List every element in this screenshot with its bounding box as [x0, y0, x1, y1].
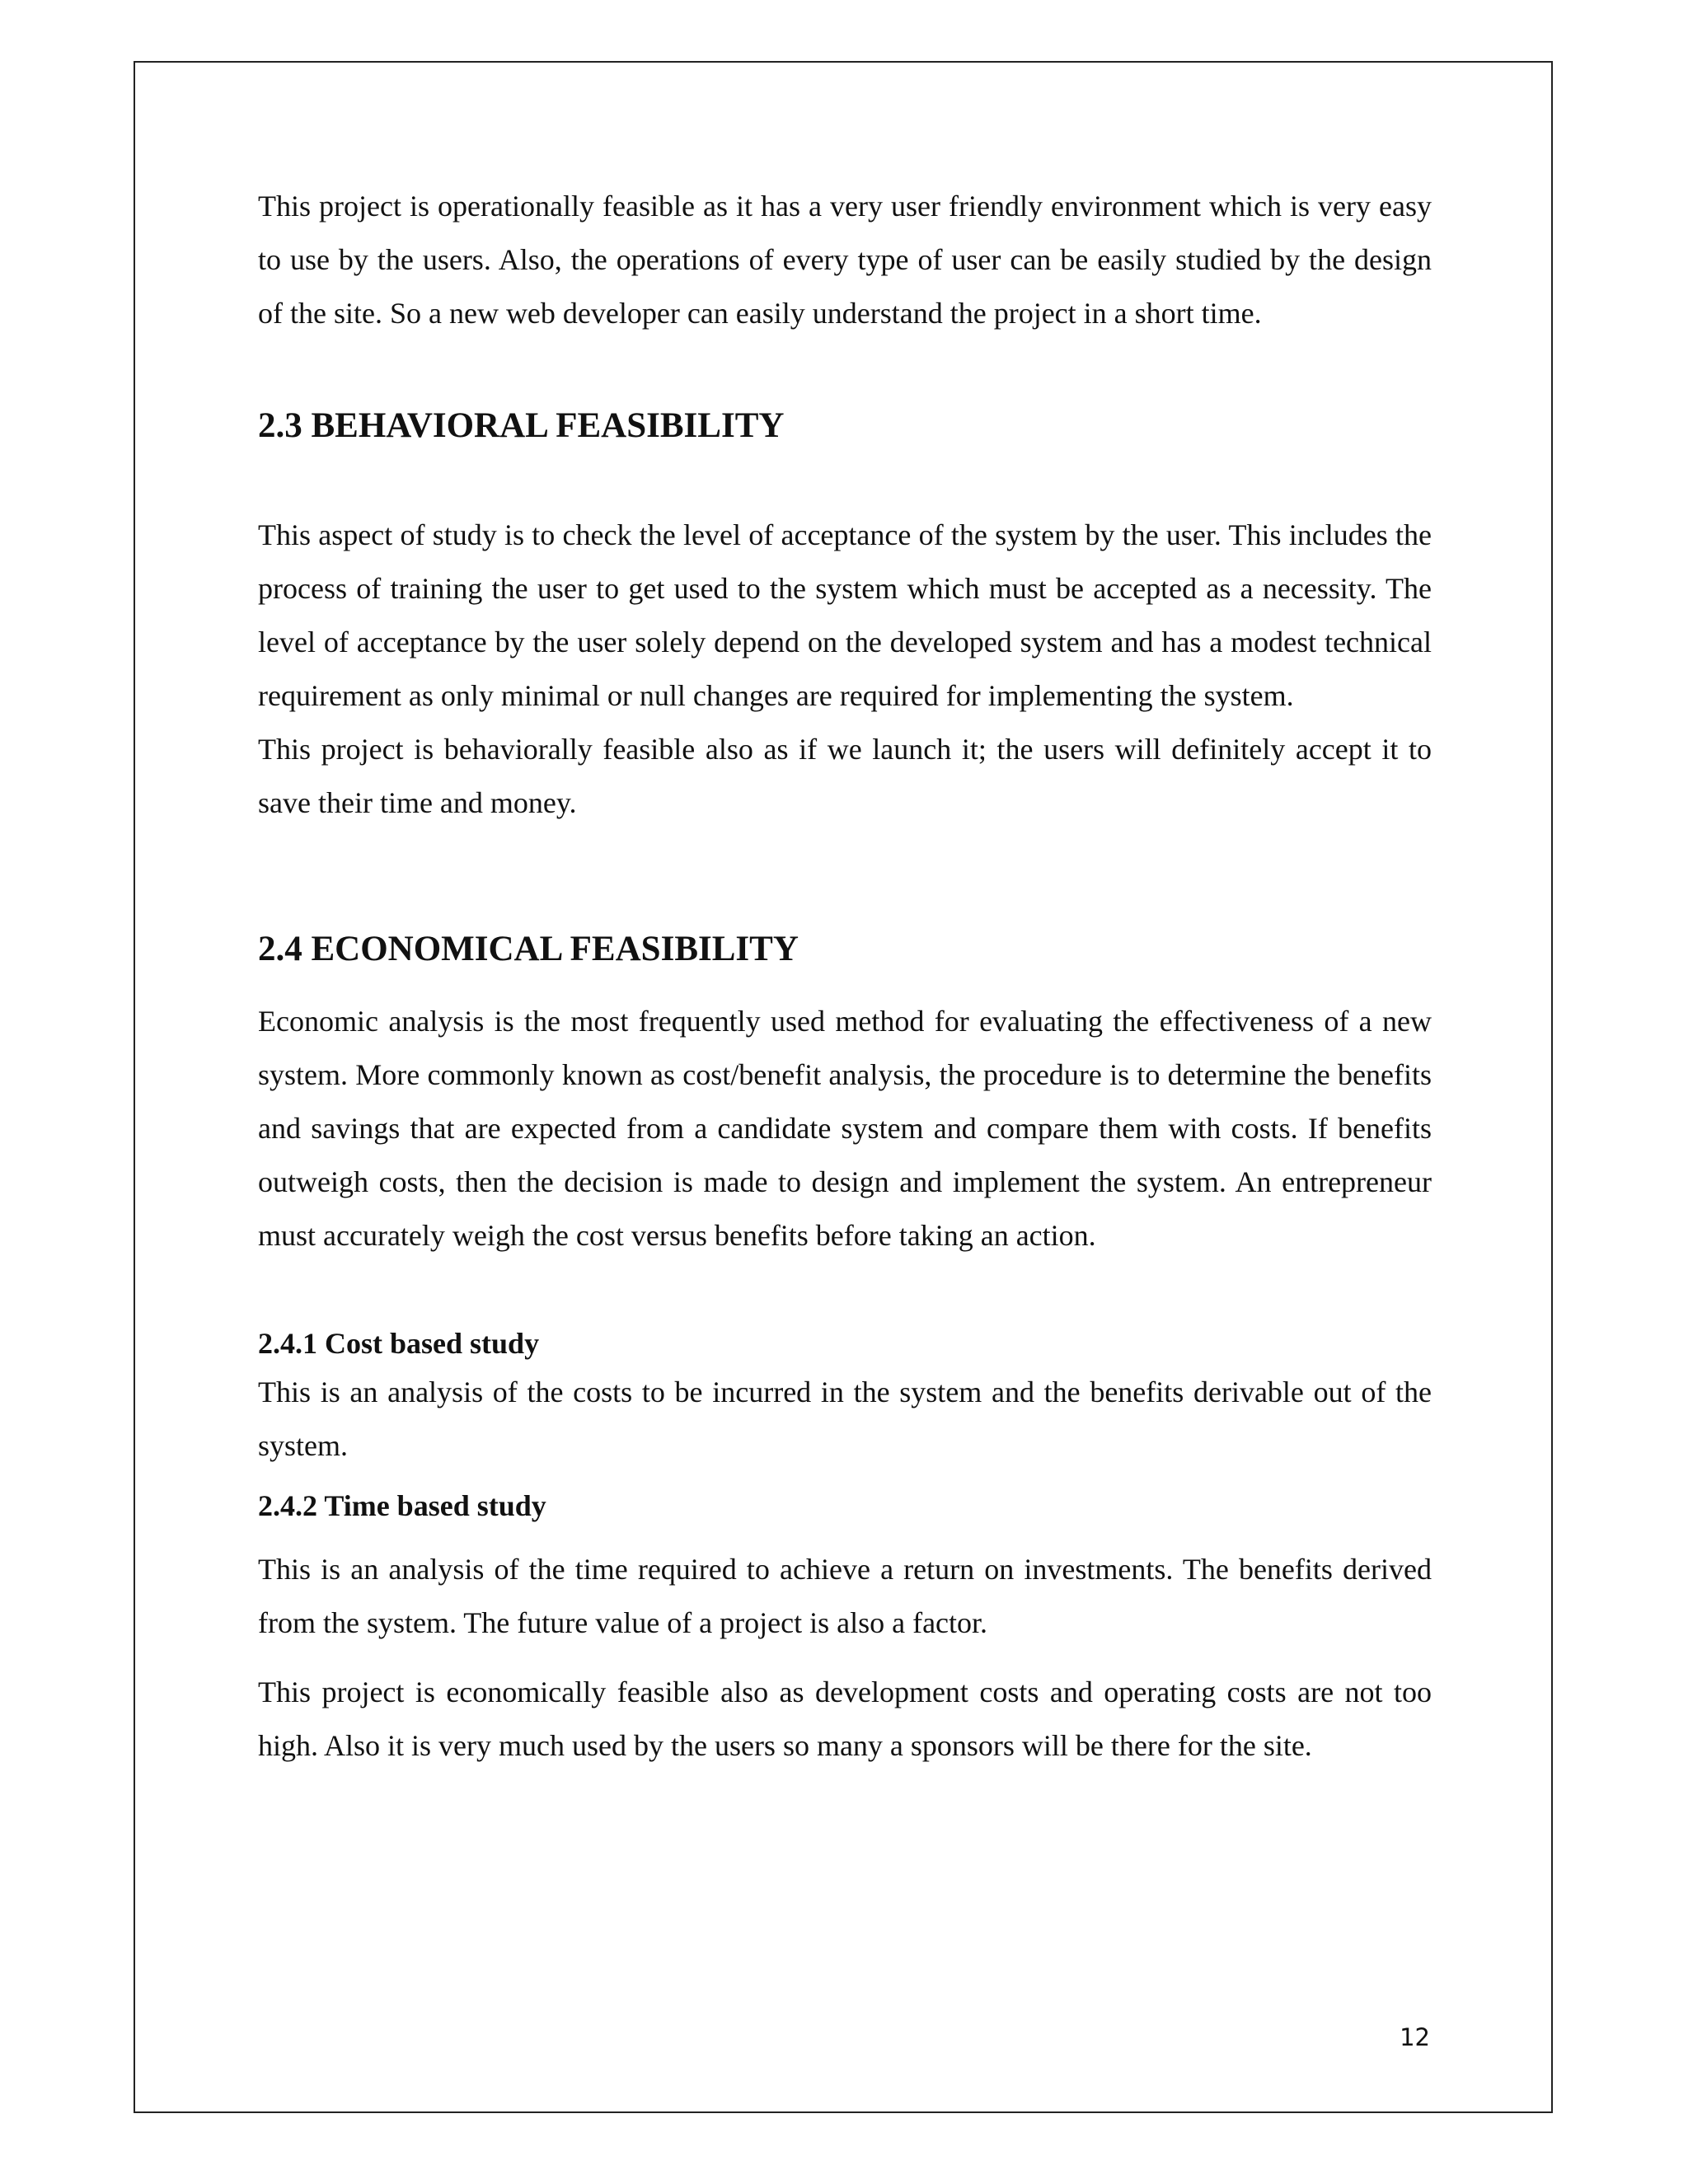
operational-conclusion-paragraph: This project is operationally feasible as it has a very user friendly environment which is very easy to use by the users. Also, the operations of every type of user can be easily studied by the design of the site. So a new web developer can easily understand the project in a short time.	[258, 190, 1432, 330]
economical-feasibility-heading: 2.4 ECONOMICAL FEASIBILITY	[258, 930, 799, 968]
time-based-study-paragraph: This is an analysis of the time required to achieve a return on investments. The benefits derived from the system. The future value of a project is also a factor.	[258, 1553, 1432, 1639]
page-content	[258, 180, 1432, 1773]
behavioral-feasibility-heading: 2.3 BEHAVIORAL FEASIBILITY	[258, 406, 785, 445]
behavioral-conclusion-paragraph: This project is behaviorally feasible also as if we launch it; the users will definitely accept it to save their time and money.	[258, 733, 1432, 819]
economical-intro-paragraph: Economic analysis is the most frequently used method for evaluating the effectiveness of a new system. More commonly known as cost/benefit analysis, the procedure is to determine the benefits and savings that are expected from a candidate system and compare them with costs. If benefits outweigh costs, then the decision is made to design and implement the system. An entrepreneur must accurately weigh the cost versus benefits before taking an action.	[258, 1005, 1432, 1252]
cost-based-study-heading: 2.4.1 Cost based study	[258, 1327, 540, 1360]
time-based-study-heading: 2.4.2 Time based study	[258, 1489, 546, 1522]
cost-based-study-paragraph: This is an analysis of the costs to be incurred in the system and the benefits derivable out of the system.	[258, 1376, 1432, 1462]
economical-conclusion-paragraph: This project is economically feasible also as development costs and operating costs are not too high. Also it is very much used by the users so many a sponsors will be there for the site.	[258, 1675, 1432, 1762]
page-number: 12	[1400, 2023, 1430, 2051]
behavioral-intro-paragraph: This aspect of study is to check the level of acceptance of the system by the user. This includes the process of training the user to get used to the system which must be accepted as a necessity. The level of acceptance by the user solely depend on the developed system and has a modest technical requirement as only minimal or null changes are required for implementing the system.	[258, 518, 1432, 712]
